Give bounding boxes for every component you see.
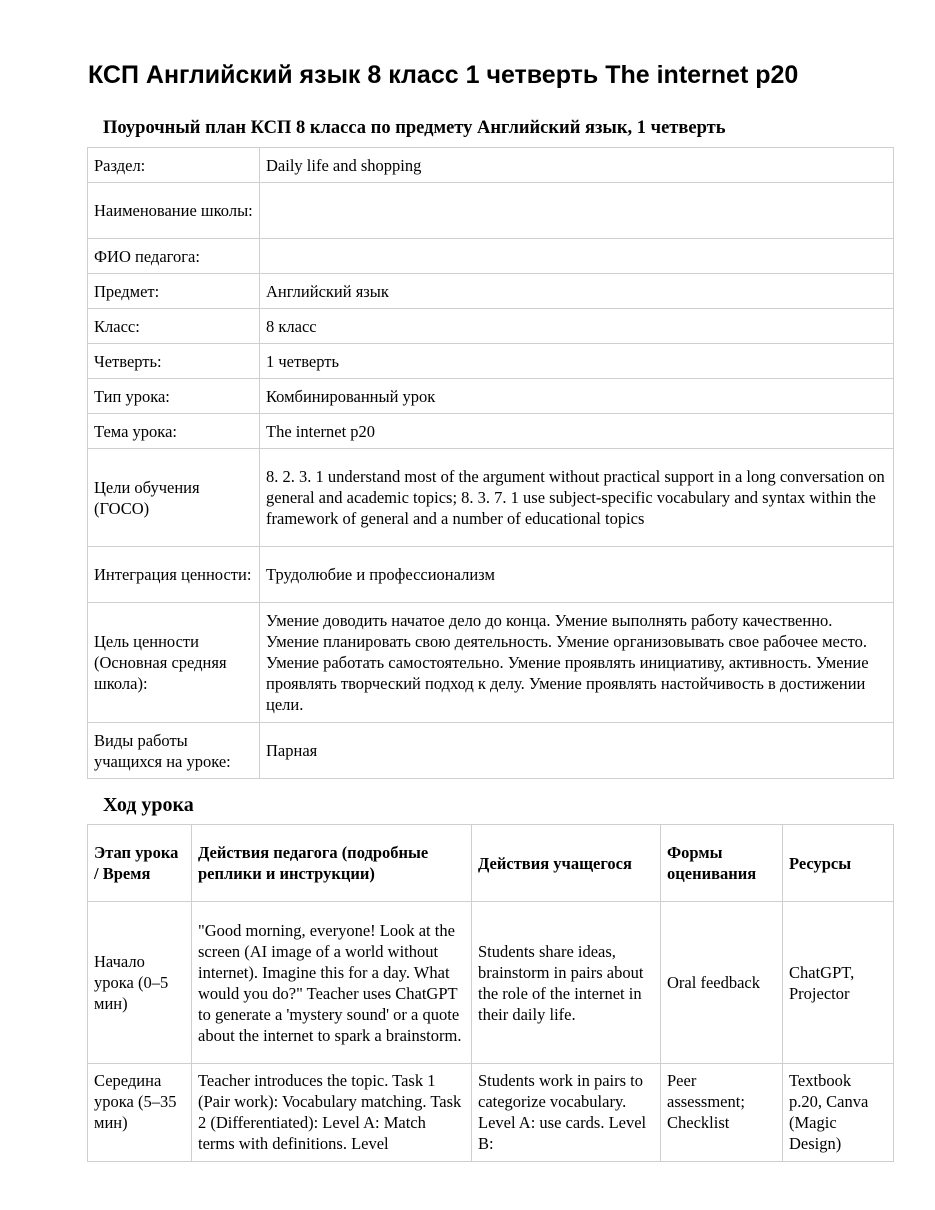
assessment-form xyxy=(661,1064,783,1162)
info-label: Раздел: xyxy=(88,148,260,183)
student-actions: Students share ideas, brainstorm in pairs about the role of the internet in their daily life. xyxy=(472,902,661,1064)
column-header-resources: Ресурсы xyxy=(783,825,894,902)
info-row-lesson-type xyxy=(88,379,894,414)
resources xyxy=(783,1064,894,1162)
column-header-teacher-actions: Действия педагога (подробные реплики и инструкции) xyxy=(192,825,472,902)
info-label: ФИО педагога: xyxy=(88,239,260,274)
info-value: Daily life and shopping xyxy=(260,148,894,183)
lesson-stage: Начало урока (0–5 мин) xyxy=(88,902,192,1064)
info-label: Наименование школы: xyxy=(88,183,260,239)
info-value: Парная xyxy=(260,723,894,779)
column-header-stage: Этап урока / Время xyxy=(88,825,192,902)
assessment-form: Oral feedback xyxy=(661,902,783,1064)
info-label: Цели обучения (ГОСО) xyxy=(88,449,260,547)
info-value: 1 четверть xyxy=(260,344,894,379)
info-row-topic xyxy=(88,414,894,449)
info-value: Комбинированный урок xyxy=(260,379,894,414)
table-row xyxy=(88,1064,894,1162)
column-header-assessment: Формы оценивания xyxy=(661,825,783,902)
page-title: КСП Английский язык 8 класс 1 четверть The internet p20 xyxy=(88,61,799,89)
info-value: 8 класс xyxy=(260,309,894,344)
column-header-student-actions: Действия учащегося xyxy=(472,825,661,902)
info-row-school xyxy=(88,183,894,239)
info-value xyxy=(260,239,894,274)
lesson-info-table xyxy=(87,147,894,779)
info-row-value-goal xyxy=(88,603,894,723)
info-value xyxy=(260,183,894,239)
info-value: The internet p20 xyxy=(260,414,894,449)
info-row-section xyxy=(88,148,894,183)
info-value: 8. 2. 3. 1 understand most of the argument without practical support in a long conversation on general and academic topics; 8. 3. 7. 1 use subject-specific vocabulary and syntax within the framework of general and a number of educational topics xyxy=(260,449,894,547)
info-row-value-integration xyxy=(88,547,894,603)
info-label: Интеграция ценности: xyxy=(88,547,260,603)
lesson-progress-table xyxy=(87,824,894,1162)
lesson-progress-heading: Ход урока xyxy=(103,794,194,816)
info-row-teacher xyxy=(88,239,894,274)
lesson-header-row xyxy=(88,825,894,902)
info-label: Предмет: xyxy=(88,274,260,309)
lesson-stage-text: Середина урока (5–35 мин) xyxy=(94,1071,177,1132)
teacher-actions: "Good morning, everyone! Look at the screen (AI image of a world without internet). Imagine this for a day. What would you do?" Teacher uses ChatGPT to generate a 'mystery sound' or a quote about the internet to spark a brainstorm. xyxy=(192,902,472,1064)
info-value: Умение доводить начатое дело до конца. Умение выполнять работу качественно. Умение планировать свою деятельность. Умение организовывать свое рабочее место. Умение работать самостоятельно. Умение проявлять инициативу, активность. Умение проявлять творческий подход к делу. Умение проявлять настойчивость в достижении цели. xyxy=(260,603,894,723)
lesson-stage xyxy=(88,1064,192,1162)
info-row-objectives xyxy=(88,449,894,547)
info-label: Виды работы учащихся на уроке: xyxy=(88,723,260,779)
table-row xyxy=(88,902,894,1064)
assessment-form-text: Peer assessment; Checklist xyxy=(667,1071,745,1132)
info-label: Класс: xyxy=(88,309,260,344)
teacher-actions-text: Teacher introduces the topic. Task 1 (Pair work): Vocabulary matching. Task 2 (Differentiated): Level A: Match terms with definitions. Level xyxy=(198,1071,462,1153)
info-label: Четверть: xyxy=(88,344,260,379)
teacher-actions xyxy=(192,1064,472,1162)
info-label: Тема урока: xyxy=(88,414,260,449)
resources: ChatGPT, Projector xyxy=(783,902,894,1064)
student-actions-text: Students work in pairs to categorize vocabulary. Level A: use cards. Level B: xyxy=(478,1071,647,1153)
info-label: Тип урока: xyxy=(88,379,260,414)
info-value: Трудолюбие и профессионализм xyxy=(260,547,894,603)
info-row-subject xyxy=(88,274,894,309)
info-label: Цель ценности (Основная средняя школа): xyxy=(88,603,260,723)
info-value: Английский язык xyxy=(260,274,894,309)
info-row-grade xyxy=(88,309,894,344)
student-actions xyxy=(472,1064,661,1162)
info-row-work-type xyxy=(88,723,894,779)
plan-subtitle: Поурочный план КСП 8 класса по предмету Английский язык, 1 четверть xyxy=(103,118,726,138)
resources-text: Textbook p.20, Canva (Magic Design) xyxy=(789,1071,869,1153)
info-row-quarter xyxy=(88,344,894,379)
